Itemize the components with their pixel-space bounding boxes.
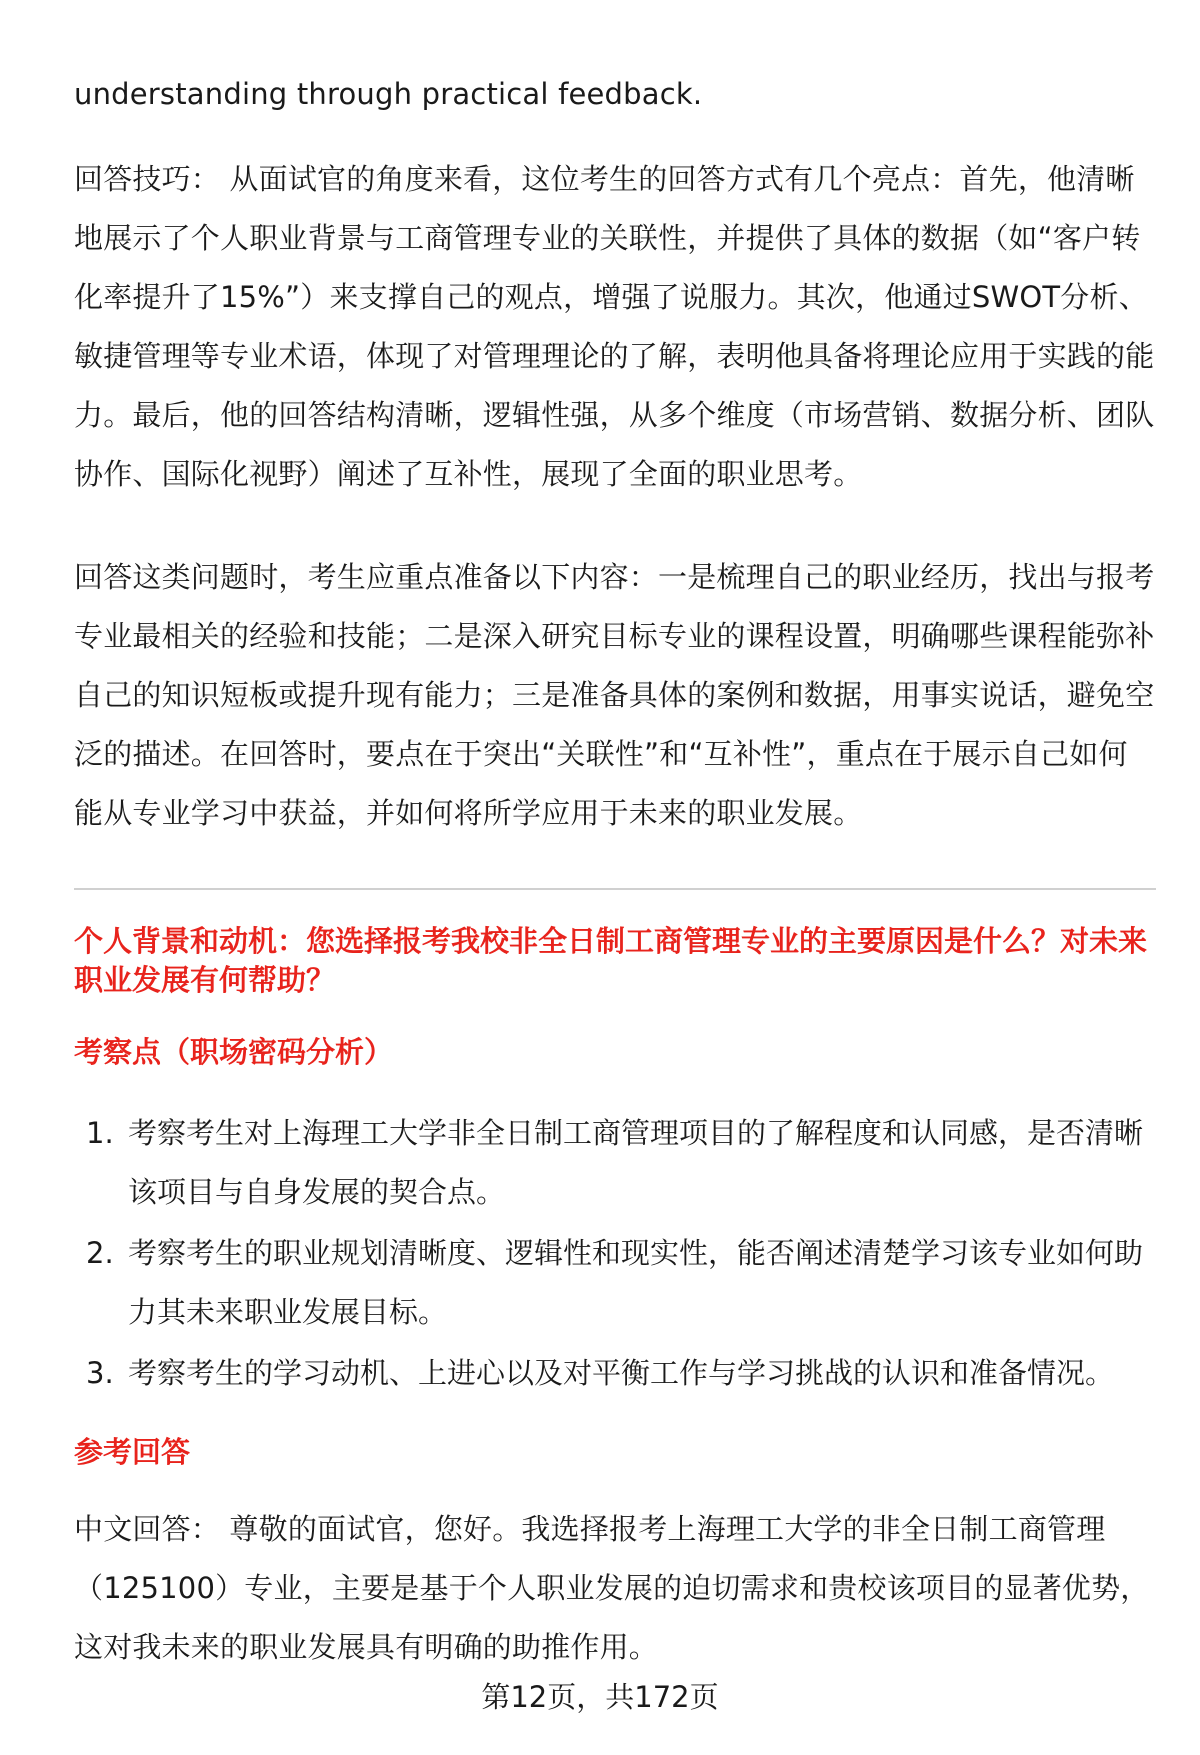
question-heading: 个人背景和动机：您选择报考我校非全日制工商管理专业的主要原因是什么？对未来职业发展有何帮助？: [74, 924, 1148, 997]
list-item-text: 考察考生的职业规划清晰度、逻辑性和现实性，能否阐述清楚学习该专业如何助力其未来职业发展目标。: [128, 1236, 1144, 1329]
list-item: [74, 1224, 1156, 1342]
list-item-number: 3.: [86, 1356, 114, 1390]
list-item-number: 2.: [86, 1236, 114, 1270]
assessment-points-list: [74, 1104, 1156, 1405]
page-number-footer: 第12页，共172页: [481, 1680, 719, 1714]
chinese-answer-paragraph: 中文回答： 尊敬的面试官，您好。我选择报考上海理工大学的非全日制工商管理（125100）专业，主要是基于个人职业发展的迫切需求和贵校该项目的显著优势，这对我未来的职业发展具有明确的助推作用。: [74, 1512, 1150, 1664]
intro-line: understanding through practical feedback.: [74, 77, 703, 111]
list-item-text: 考察考生对上海理工大学非全日制工商管理项目的了解程度和认同感，是否清晰该项目与自身发展的契合点。: [128, 1116, 1144, 1209]
assessment-points-heading: 考察点（职场密码分析）: [74, 1035, 394, 1069]
list-item-text: 考察考生的学习动机、上进心以及对平衡工作与学习挑战的认识和准备情况。: [128, 1356, 1115, 1390]
answer-tips-paragraph: 回答技巧： 从面试官的角度来看，这位考生的回答方式有几个亮点：首先，他清晰地展示了个人职业背景与工商管理专业的关联性，并提供了具体的数据（如“客户转化率提升了15%”）来支撑自己的观点，增强了说服力。其次，他通过SWOT分析、敏捷管理等专业术语，体现了对管理理论的了解，表明他具备将理论应用于实践的能力。最后，他的回答结构清晰，逻辑性强，从多个维度（市场营销、数据分析、团队协作、国际化视野）阐述了互补性，展现了全面的职业思考。: [74, 162, 1155, 491]
reference-answer-heading: 参考回答: [74, 1435, 191, 1469]
list-item: [74, 1344, 1156, 1403]
preparation-paragraph: 回答这类问题时，考生应重点准备以下内容：一是梳理自己的职业经历，找出与报考专业最相关的经验和技能；二是深入研究目标专业的课程设置，明确哪些课程能弥补自己的知识短板或提升现有能力；三是准备具体的案例和数据，用事实说话，避免空泛的描述。在回答时，要点在于突出“关联性”和“互补性”，重点在于展示自己如何能从专业学习中获益，并如何将所学应用于未来的职业发展。: [74, 560, 1155, 830]
list-item-number: 1.: [86, 1116, 114, 1150]
list-item: [74, 1104, 1156, 1222]
section-divider: [74, 888, 1156, 890]
